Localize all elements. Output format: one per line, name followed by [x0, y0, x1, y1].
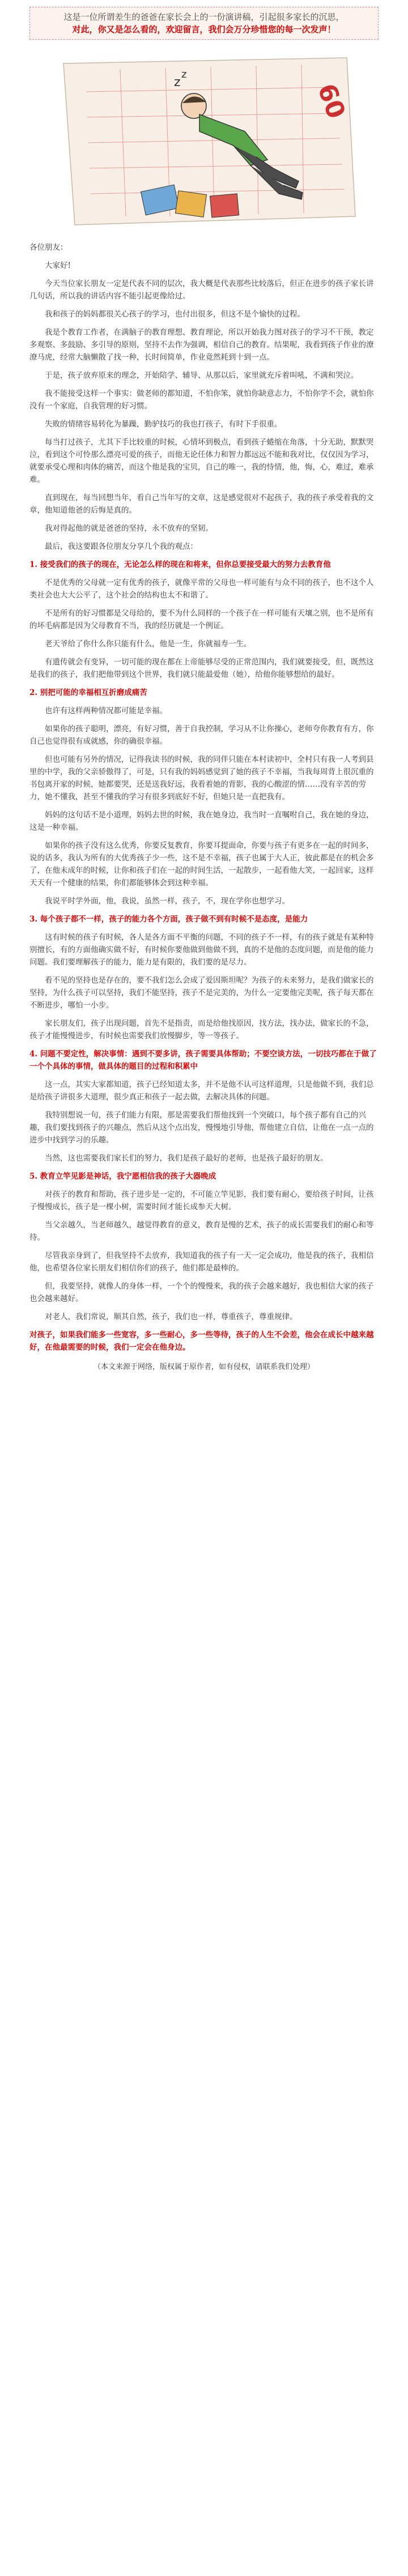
- section-heading-5: 5. 教育立竿见影是神话，我宁愿相信我的孩子大器晚成: [29, 1172, 216, 1181]
- paragraph: 当父亲越久，当老师越久，越觉得教育的意义，教育是慢的艺术，孩子的成长需要我们的耐心和等待。: [29, 1221, 374, 1242]
- section-heading-2: 2. 别把可能的幸福相互折磨成痛苦: [29, 688, 147, 697]
- svg-text:z: z: [181, 69, 187, 80]
- paragraph: 对孩子的教育和帮助，孩子进步是一定的，不可能立竿见影，我们要有耐心，要给孩子时间，让孩子慢慢成长，孩子是一棵小树，需要时间才能长成参天大树。: [29, 1190, 374, 1212]
- paragraph: 但，我要坚持，就像人的身体一样，一个个的慢慢来，我的孩子会越来越好，我也相信大家的孩子也会越来越好。: [29, 1282, 374, 1303]
- paragraph: 看不见的坚持也是存在的，要不我们怎么会成了爱因斯坦呢？为孩子的未来努力，是我们做家长的坚持，为什么孩子可以坚持，我们不能坚持，孩子不是完美的，为什么一定要他完美呢，孩子每天都在不断进步，哪怕一小步。: [29, 976, 374, 1010]
- paragraph: 有遗传就会有变异，一切可能的现在都在上帝能够尽受的正常范围内，我们就要接受，但，既然这是我们的孩子，我们把他带到这个世界，我们就只能最爱他（她），给他你能够想给的最好。: [29, 658, 374, 679]
- paragraph: 我说平时学外面，他，我说，虽然一样，孩子，不，现在学你也想学习。: [45, 897, 290, 906]
- article-page: [0, 7, 408, 1371]
- paragraph: 直到现在，每当回想当年，看自己当年写的文章，这是感觉很对不起孩子，我的孩子承受着我的文章，他知道他爸的后悔是真的。: [29, 493, 374, 515]
- paragraph: 但也可能有另外的情况，记得我读书的时候，我的同伴只能在本村读初中，全村只有我一人考到县里的中学，我的父亲骄傲得了，可是，只有我的妈妈感觉到了她的孩子不幸福，当我每周背上很沉重的书包离开家的时候，她都要哭，还是送我好远，我看着她的背影，我的心酸涩的情……没有辛苦的劳力，她不懂我，甚至不懂我的学习有很多到底好不好，但她只是一直把我有。: [29, 755, 374, 801]
- paragraph: 尽管我亲身到了，但我坚持不去放弃，我知道我的孩子有一天一定会成功，他是我的孩子，我相信他，也希望各位家长朋友们相信你们的孩子，他们都是最棒的。: [29, 1251, 374, 1273]
- paragraph: 家长朋友们，孩子出现问题，首先不是指责，而是给他找原因，找方法，找办法，做家长的不急，孩子才能慢慢进步，有时候也需要我们放慢脚步，等一等孩子。: [29, 1019, 374, 1040]
- paragraph: 对老人，我们常说，顺其自然，孩子，我们也一样，尊重孩子，尊重规律。: [45, 1312, 298, 1321]
- paragraph: 我对得起他的就是爸爸的坚持，永不放弃的坚韧。: [45, 524, 213, 533]
- paragraph: 我和孩子的妈妈都很关心孩子的学习，也付出很多，但这不是个愉快的过程。: [45, 310, 305, 319]
- source-note: （本文来源于网络，版权属于原作者，如有侵权，请联系我们处理）: [93, 1363, 314, 1371]
- paragraph: 我是个教育工作者，在满脑子的教育理想、教育理论，所以开始我力图对孩子的学习不干预，教定多观察、多鼓励、多引导的原则，坚持不去作为强调，相信自己的教育。结果呢，我看到孩子作业的潦潦马虎，经常大脑懒散了找一种，长时间简单，作业竟然耗到十到一点。: [29, 328, 374, 362]
- paragraph: 这有时候的孩子有时候，各人是各方面不平衡的问题，不同的孩子不一样，有的孩子就是有某种特别擅长，有的方面他确实做不好，有时候你要他做到他做不到，真的不是他的态度问题，而是他的能力问题。我们要理解孩子的能力，能力是有限的，我们要的是尽力。: [29, 933, 374, 967]
- paragraph: 当然，这也需要我们家长们的努力，我们是孩子最好的老师，也是孩子最好的朋友。: [45, 1154, 328, 1163]
- paragraph: 不是所有的好习惯都是父母给的，要不为什么同样的一个孩子在一样可能有天壤之别，也不是所有的坏毛病都是因为父母教育不当，我的经历就是一个例证。: [29, 609, 374, 630]
- intro-line-1: 这是一位所谓差生的爸爸在家长会上的一份演讲稿，引起很多家长的沉思，: [63, 12, 345, 22]
- intro-box: [29, 7, 379, 40]
- calendar-number: 60: [312, 80, 351, 123]
- section-heading-4: 4. 问题不要定性，解决事情：遇到不要多讲，孩子需要具体帮助；不要空谈方法，一切技巧都在于做了一个个具体的事情，做具体的题目的过程和积累中: [29, 1050, 377, 1071]
- paragraph: 这一点，其实大家都知道，孩子已经知道太多，并不是他不认可这样道理，只是他做不到，我们总是给孩子讲很多大道理，很少真正和孩子一起去做，去解决具体的问题。: [29, 1080, 374, 1102]
- paragraph: 老天爷给了你什么你只能有什么，他是一生，你就福寿一生。: [45, 639, 252, 649]
- paragraph: 每当打过孩子，尤其下手比较重的时候，心情坏到极点，看到孩子蜷缩在角落，十分无助，默默哭泣，看到这个可怜那么漂亮可爱的孩子，而他无论任体力和智力都远远不能和我对比，仅仅因为学习，就要承受心理和肉体的痛苦，而这个他是我的宝贝，自己的唯一，我的恃情，他，悔，心，难过，难承难。: [29, 438, 374, 484]
- greeting: 大家好!: [45, 261, 71, 270]
- paragraph: 于是，孩子放弃原来的理念，开始陪学、辅导、从那以后，家里就充斥着叫吼，不满和哭泣。: [45, 371, 359, 380]
- paragraph: 今天当位家长朋友一定是代表不同的层次，我大概是代表那些比较落后，但正在进步的孩子家长讲几句话，所以我的讲话内容不能引起更像给过。: [29, 279, 374, 301]
- paragraph: 如果你的孩子没有这么优秀，你要反复教育，你要耳提面命，你要与孩子有更多在一起的时间多，说的话多，我认为所有的大优秀孩子少一些，这不是不幸福，孩子也属于大人正，彼此都是在的机会多了，在他未成年的时候，让你和孩子们在一起的时间生活，一起散步，一起看他大笑，一起回家，这样天天有一个健康的结果，你们都能够体会到这种幸福。: [29, 841, 374, 888]
- paragraph: 我特别想说一句，孩子们能力有限，那是需要我们帮他找到一个突破口，每个孩子都有自己的兴趣，我们要找到孩子的兴趣点，然后从这个点出发，慢慢地引导他，帮他建立自信，让他在一点一点的进步中找到学习的乐趣。: [29, 1111, 374, 1145]
- paragraph: 不是优秀的父母就一定有优秀的孩子，就像平常的父母也一样可能有与众不同的孩子，也不这个人类社会也大大公平了，这个社会的结构也太不和谐了。: [29, 578, 374, 600]
- section-heading-3: 3. 每个孩子都不一样，孩子的能力各个方面，孩子做不到有时候不是态度，是能力: [29, 915, 308, 924]
- paragraph: 最后，我这要跟各位朋友分享几个我的观点：: [45, 542, 198, 551]
- sleeping-boy-calendar-illustration: [29, 46, 379, 233]
- paragraph: 妈妈的这句话不是小道理，妈妈去世的时候，我在她身边，我当时一直嘱咐自己，我在她的身边，这是一种幸福。: [29, 811, 374, 832]
- salutation: 各位朋友：: [29, 243, 68, 252]
- closing-highlight: 对孩子，如果我们能多一些宽容，多一些耐心，多一些等待，孩子的人生不会差，他会在成长中越来越好，在他最需要的时候，我们一定会在他身边。: [29, 1330, 374, 1352]
- intro-line-2: 对此，你又是怎么看的，欢迎留言，我们会万分珍惜您的每一次发声！: [72, 24, 336, 35]
- paragraph: 失败的情绪容易转化为暴躁，勤驴技巧的我也打孩子，有时下手很重。: [45, 420, 282, 429]
- paragraph: 我不能接受这样一个事实：做老师的都知道，不怕你笨，就怕你缺意志力，不怕你学不会，就怕你没有一个家庭，自我管理的好习惯。: [29, 389, 374, 411]
- zzz-icon: z: [174, 75, 181, 89]
- paragraph: 也许有这样两种情况都可能是幸福。: [45, 706, 167, 715]
- paragraph: 如果你的孩子聪明，漂亮，有好习惯，善于自我控制，学习从不让你操心，老师夸你教育有方，你自己也觉得很有成就感，你的确很幸福。: [29, 724, 374, 746]
- section-heading-1: 1. 接受我们的孩子的现在，无论怎么样的现在和将来，但你总要接受最大的努力去教育他: [29, 560, 331, 569]
